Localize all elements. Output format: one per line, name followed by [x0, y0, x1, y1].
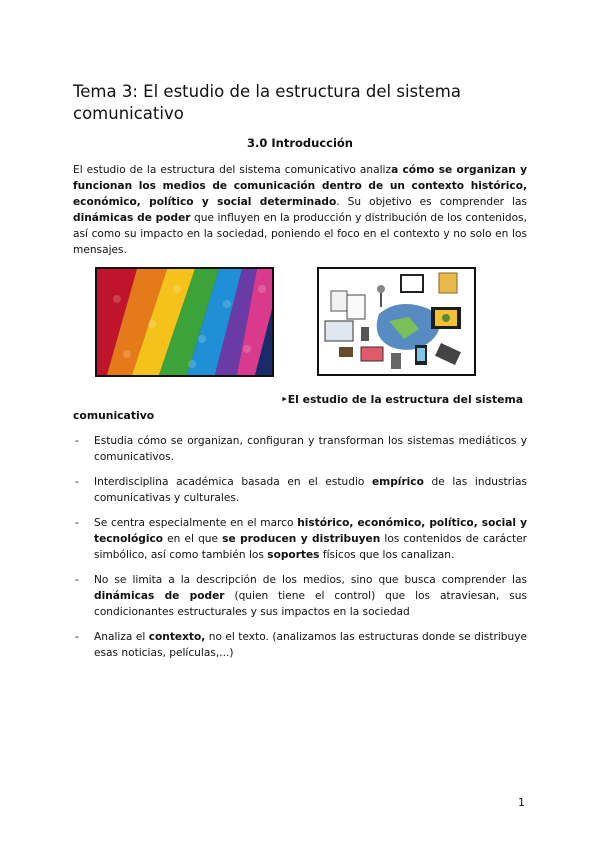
section-subtitle: 3.0 Introducción [247, 136, 353, 150]
section-heading-line2: comunicativo [73, 409, 155, 422]
list-item-text [94, 476, 527, 504]
section-heading [73, 392, 525, 424]
media-collage-image [317, 267, 476, 376]
list-item-text [94, 631, 527, 659]
bold-text-run: contexto, [148, 631, 206, 643]
text-run: de las industrias comunicativas y culturales. [94, 476, 527, 504]
list-item [73, 572, 527, 620]
list-item-text [94, 517, 527, 561]
intro-paragraph [73, 162, 527, 258]
list-item-text [94, 435, 527, 463]
section-heading-line1: El estudio de la estructura del sistema [287, 393, 523, 406]
dash-marker: - [75, 574, 79, 586]
dash-marker: - [75, 476, 79, 488]
page-title: Tema 3: El estudio de la estructura del sistema comunicativo [73, 82, 461, 123]
text-run: los contenidos de carácter simbólico, así como también los [94, 533, 527, 561]
page-number: 1 [518, 796, 525, 809]
dash-marker: - [75, 517, 79, 529]
bold-text-run: dinámicas de poder [73, 212, 191, 224]
text-run: (quien tiene el control) que los atraviesan, sus condicionantes estructurales y sus impactos en la sociedad [94, 590, 527, 618]
text-run: No se limita a la descripción de los medios, sino que busca comprender las [94, 574, 527, 586]
section-bullet-icon: ‣ [280, 393, 288, 406]
bold-text-run: dinámicas de poder [94, 590, 225, 602]
list-item [73, 433, 527, 465]
list-item [73, 474, 527, 506]
text-run: no el texto. (analizamos las estructuras donde se distribuye esas noticias, películas,...) [94, 631, 527, 659]
text-run: Se centra especialmente en el marco [94, 517, 298, 529]
colorful-blocks-image [95, 267, 274, 377]
text-run: Analiza el [94, 631, 149, 643]
text-run: . Su objetivo es comprender las [336, 196, 527, 208]
text-run: físicos que los canalizan. [319, 549, 455, 561]
text-run: Interdisciplina académica basada en el estudio [94, 476, 372, 488]
text-run: Estudia cómo se organizan, configuran y transforman los sistemas mediáticos y comunicativos. [94, 435, 527, 463]
dash-marker: - [75, 435, 79, 447]
bold-text-run: empírico [372, 476, 424, 488]
list-item [73, 629, 527, 661]
bullet-list [73, 433, 527, 670]
text-run: El estudio de la estructura del sistema comunicativo analiz [73, 164, 392, 176]
bold-text-run: a cómo se organizan y funcionan los medios de comunicación dentro de un contexto histórico, económico, político y social determinado [73, 164, 527, 208]
bold-text-run: soportes [267, 549, 320, 561]
text-run: que influyen en la producción y distribución de los contenidos, así como su impacto en la sociedad, poniendo el foco en el contexto y no solo en los mensajes. [73, 212, 527, 256]
list-item [73, 515, 527, 563]
dash-marker: - [75, 631, 79, 643]
bold-text-run: histórico, económico, político, social y tecnológico [94, 517, 527, 545]
bold-text-run: se producen y distribuyen [222, 533, 381, 545]
list-item-text [94, 574, 527, 618]
text-run: en el que [163, 533, 223, 545]
